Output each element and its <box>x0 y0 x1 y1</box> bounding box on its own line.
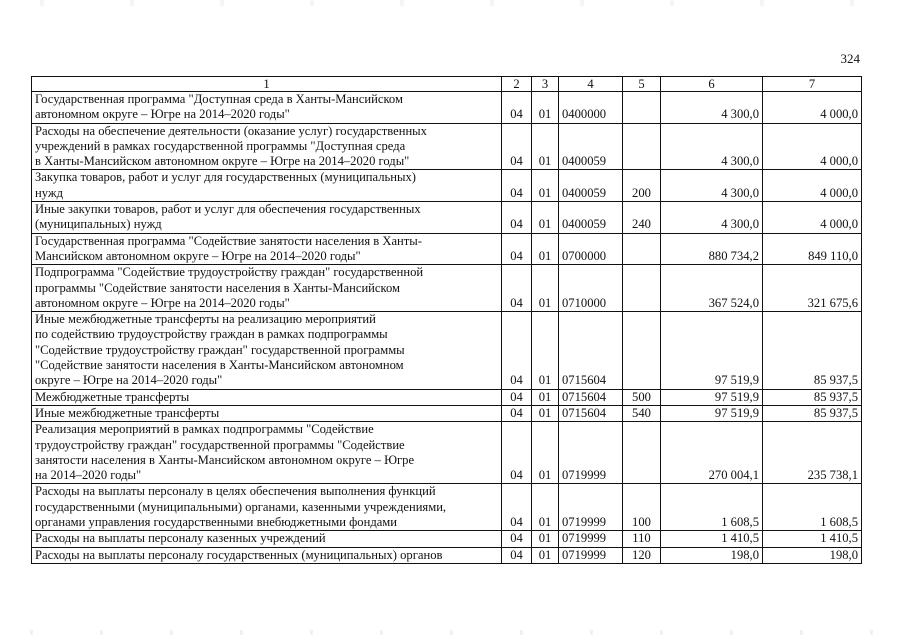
row-subsection: 01 <box>532 233 559 265</box>
row-amount-2015: 1 608,5 <box>661 484 763 531</box>
row-target-code: 0700000 <box>559 233 623 265</box>
row-amount-2016: 849 110,0 <box>763 233 862 265</box>
row-amount-2015: 198,0 <box>661 547 763 563</box>
row-name: Иные межбюджетные трансферты на реализацию мероприятий по содействию трудоустройству граждан в рамках подпрограммы "Содействие трудоустройству граждан" государственной программы "Содействие занятости населения в Ханты-Мансийском автономном округе – Югре на 2014–2020 годы" <box>32 312 502 389</box>
row-name: Межбюджетные трансферты <box>32 389 502 405</box>
row-target-code: 0715604 <box>559 312 623 389</box>
row-section: 04 <box>502 123 532 170</box>
table-row <box>32 233 862 265</box>
row-amount-2015: 4 300,0 <box>661 123 763 170</box>
row-expense-type <box>623 312 661 389</box>
row-target-code: 0719999 <box>559 547 623 563</box>
header-cell: 2 <box>502 77 532 92</box>
row-section: 04 <box>502 202 532 234</box>
row-target-code: 0400059 <box>559 202 623 234</box>
row-target-code: 0400059 <box>559 123 623 170</box>
table-row <box>32 422 862 484</box>
row-amount-2016: 4 000,0 <box>763 170 862 202</box>
row-section: 04 <box>502 422 532 484</box>
row-name: Расходы на выплаты персоналу государственных (муниципальных) органов <box>32 547 502 563</box>
row-section: 04 <box>502 531 532 547</box>
row-amount-2015: 97 519,9 <box>661 405 763 421</box>
header-cell: 7 <box>763 77 862 92</box>
row-section: 04 <box>502 312 532 389</box>
row-subsection: 01 <box>532 389 559 405</box>
row-expense-type: 120 <box>623 547 661 563</box>
budget-table <box>31 76 862 564</box>
row-subsection: 01 <box>532 92 559 124</box>
row-target-code: 0715604 <box>559 389 623 405</box>
row-amount-2016: 1 410,5 <box>763 531 862 547</box>
row-name: Расходы на выплаты персоналу в целях обеспечения выполнения функций государственными (муниципальными) органами, казенными учреждениями, органами управления государственными внебюджетными фондами <box>32 484 502 531</box>
row-target-code: 0710000 <box>559 265 623 312</box>
table-row <box>32 547 862 563</box>
row-target-code: 0400000 <box>559 92 623 124</box>
row-amount-2015: 4 300,0 <box>661 170 763 202</box>
row-section: 04 <box>502 484 532 531</box>
row-subsection: 01 <box>532 422 559 484</box>
header-row <box>32 77 862 92</box>
row-expense-type <box>623 265 661 312</box>
row-target-code: 0715604 <box>559 405 623 421</box>
table-row <box>32 405 862 421</box>
table-row <box>32 265 862 312</box>
row-amount-2015: 1 410,5 <box>661 531 763 547</box>
header-cell: 5 <box>623 77 661 92</box>
header-cell: 1 <box>32 77 502 92</box>
row-expense-type: 500 <box>623 389 661 405</box>
row-expense-type: 110 <box>623 531 661 547</box>
row-amount-2015: 97 519,9 <box>661 312 763 389</box>
row-amount-2015: 367 524,0 <box>661 265 763 312</box>
row-section: 04 <box>502 405 532 421</box>
row-amount-2016: 85 937,5 <box>763 312 862 389</box>
row-amount-2015: 270 004,1 <box>661 422 763 484</box>
row-section: 04 <box>502 547 532 563</box>
row-name: Закупка товаров, работ и услуг для государственных (муниципальных) нужд <box>32 170 502 202</box>
row-amount-2016: 85 937,5 <box>763 389 862 405</box>
row-subsection: 01 <box>532 484 559 531</box>
row-amount-2016: 4 000,0 <box>763 202 862 234</box>
table-row <box>32 202 862 234</box>
row-subsection: 01 <box>532 312 559 389</box>
row-expense-type <box>623 92 661 124</box>
table-row <box>32 123 862 170</box>
row-name: Иные межбюджетные трансферты <box>32 405 502 421</box>
row-expense-type <box>623 422 661 484</box>
row-name: Государственная программа "Содействие занятости населения в Ханты- Мансийском автономном округе – Югре на 2014–2020 годы" <box>32 233 502 265</box>
row-name: Расходы на выплаты персоналу казенных учреждений <box>32 531 502 547</box>
row-target-code: 0719999 <box>559 422 623 484</box>
row-amount-2016: 4 000,0 <box>763 123 862 170</box>
table-row <box>32 531 862 547</box>
row-amount-2015: 97 519,9 <box>661 389 763 405</box>
row-section: 04 <box>502 92 532 124</box>
row-name: Иные закупки товаров, работ и услуг для обеспечения государственных (муниципальных) нужд <box>32 202 502 234</box>
row-amount-2016: 198,0 <box>763 547 862 563</box>
scan-noise-top <box>0 0 905 6</box>
row-section: 04 <box>502 170 532 202</box>
row-amount-2015: 4 300,0 <box>661 202 763 234</box>
row-expense-type <box>623 233 661 265</box>
page-number: 324 <box>840 51 860 66</box>
header-cell: 3 <box>532 77 559 92</box>
row-amount-2015: 4 300,0 <box>661 92 763 124</box>
row-amount-2016: 235 738,1 <box>763 422 862 484</box>
header-cell: 4 <box>559 77 623 92</box>
row-subsection: 01 <box>532 123 559 170</box>
table-body <box>32 92 862 564</box>
row-subsection: 01 <box>532 547 559 563</box>
row-expense-type <box>623 123 661 170</box>
row-expense-type: 240 <box>623 202 661 234</box>
table-row <box>32 389 862 405</box>
scan-noise-bottom <box>0 630 905 635</box>
row-expense-type: 540 <box>623 405 661 421</box>
row-section: 04 <box>502 233 532 265</box>
row-subsection: 01 <box>532 405 559 421</box>
row-name: Государственная программа "Доступная среда в Ханты-Мансийском автономном округе – Югре на 2014–2020 годы" <box>32 92 502 124</box>
table-row <box>32 484 862 531</box>
row-section: 04 <box>502 265 532 312</box>
row-subsection: 01 <box>532 202 559 234</box>
row-amount-2015: 880 734,2 <box>661 233 763 265</box>
row-amount-2016: 85 937,5 <box>763 405 862 421</box>
table-row <box>32 170 862 202</box>
row-expense-type: 200 <box>623 170 661 202</box>
row-amount-2016: 321 675,6 <box>763 265 862 312</box>
row-amount-2016: 4 000,0 <box>763 92 862 124</box>
row-subsection: 01 <box>532 170 559 202</box>
row-target-code: 0400059 <box>559 170 623 202</box>
row-target-code: 0719999 <box>559 484 623 531</box>
row-name: Расходы на обеспечение деятельности (оказание услуг) государственных учреждений в рамках государственной программы "Доступная среда в Ханты-Мансийском автономном округе – Югре на 2014–2020 годы" <box>32 123 502 170</box>
table-row <box>32 312 862 389</box>
row-expense-type: 100 <box>623 484 661 531</box>
row-target-code: 0719999 <box>559 531 623 547</box>
row-name: Подпрограмма "Содействие трудоустройству граждан" государственной программы "Содействие занятости населения в Ханты-Мансийском автономном округе – Югре на 2014–2020 годы" <box>32 265 502 312</box>
header-cell: 6 <box>661 77 763 92</box>
row-subsection: 01 <box>532 531 559 547</box>
row-subsection: 01 <box>532 265 559 312</box>
row-section: 04 <box>502 389 532 405</box>
row-amount-2016: 1 608,5 <box>763 484 862 531</box>
row-name: Реализация мероприятий в рамках подпрограммы "Содействие трудоустройству граждан" государственной программы "Содействие занятости населения в Ханты-Мансийском автономном округе – Югре на 2014–2020 годы" <box>32 422 502 484</box>
table-row <box>32 92 862 124</box>
